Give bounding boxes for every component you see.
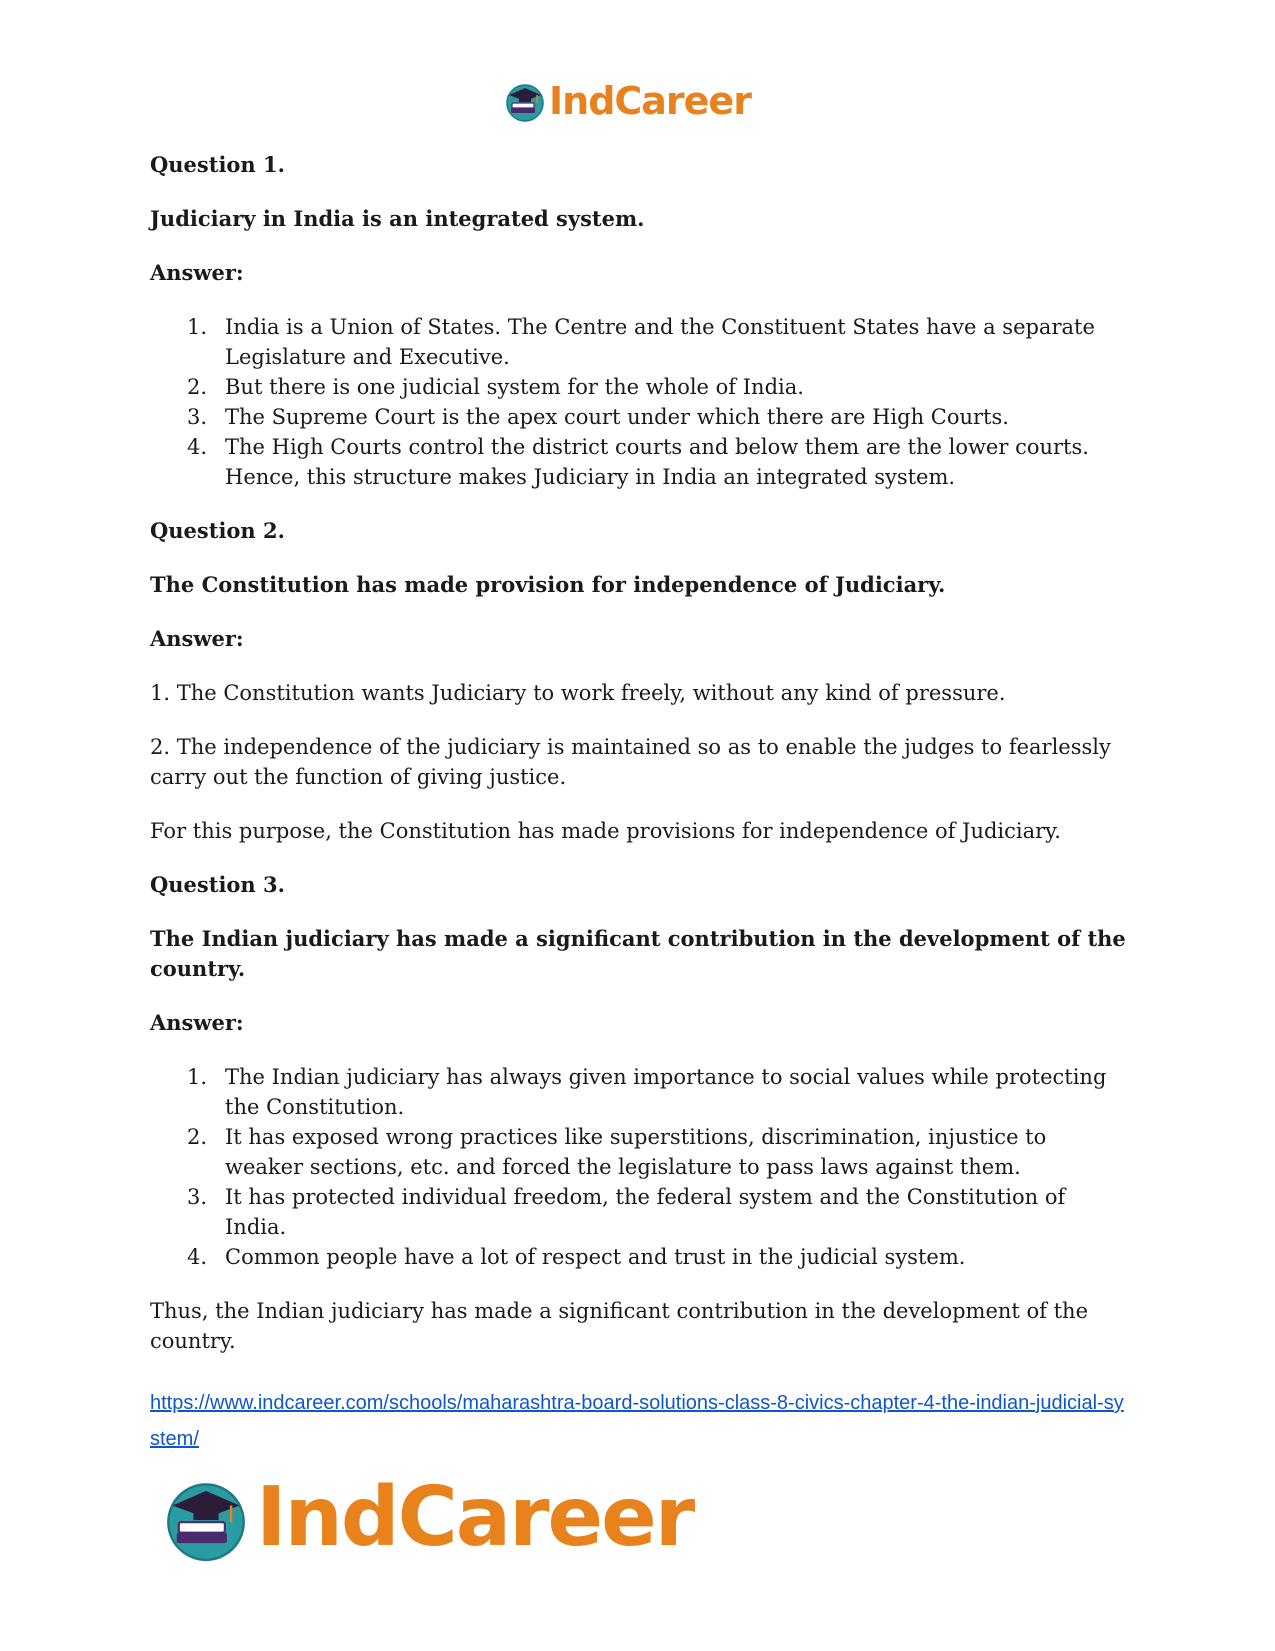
header-logo [503, 78, 751, 124]
list-text: The High Courts control the district courts and below them are the lower courts. Hence, this structure makes Judiciary in India an integrated system. [225, 435, 1089, 489]
question-3-conclusion: Thus, the Indian judiciary has made a significant contribution in the development of the country. [150, 1299, 1088, 1353]
question-1-answer-label: Answer: [150, 260, 244, 285]
list-item [150, 1182, 1130, 1242]
list-item [150, 432, 1130, 492]
list-number: 4. [187, 1245, 208, 1269]
question-3-answer-list [150, 1062, 1130, 1272]
footer-logo [160, 1470, 693, 1566]
list-text: The Supreme Court is the apex court under which there are High Courts. [225, 405, 1009, 429]
question-2-title: Question 2. [150, 518, 285, 543]
list-item [150, 372, 1130, 402]
brand-name: IndCareer [256, 1470, 694, 1565]
list-text: The Indian judiciary has always given importance to social values while protecting the Constitution. [225, 1065, 1107, 1119]
list-number: 4. [187, 435, 208, 459]
list-text: Common people have a lot of respect and trust in the judicial system. [225, 1245, 966, 1269]
question-1-statement: Judiciary in India is an integrated system. [150, 206, 645, 231]
list-number: 3. [187, 405, 208, 429]
document-body [150, 150, 1130, 1380]
list-number: 3. [187, 1185, 208, 1209]
brand-name: IndCareer [549, 79, 751, 123]
question-2-statement: The Constitution has made provision for independence of Judiciary. [150, 572, 946, 597]
question-3-statement: The Indian judiciary has made a significant contribution in the development of the country. [150, 926, 1126, 981]
question-1-title: Question 1. [150, 152, 285, 177]
question-3-title: Question 3. [150, 872, 285, 897]
list-number: 2. [187, 375, 208, 399]
question-1-answer-list [150, 312, 1130, 492]
question-2-answer-label: Answer: [150, 626, 244, 651]
question-2-paragraph-2: 2. The independence of the judiciary is maintained so as to enable the judges to fearlessly carry out the function of giving justice. [150, 735, 1111, 789]
list-item [150, 402, 1130, 432]
footer-link-block [150, 1385, 1130, 1457]
list-text: India is a Union of States. The Centre and the Constituent States have a separate Legislature and Executive. [225, 315, 1095, 369]
list-text: It has protected individual freedom, the federal system and the Constitution of India. [225, 1185, 1066, 1239]
list-number: 1. [187, 315, 208, 339]
question-3-answer-label: Answer: [150, 1010, 244, 1035]
question-2-paragraph-1: 1. The Constitution wants Judiciary to work freely, without any kind of pressure. [150, 681, 1006, 705]
graduation-book-icon [160, 1472, 252, 1564]
list-item [150, 1122, 1130, 1182]
list-text: But there is one judicial system for the whole of India. [225, 375, 804, 399]
list-item [150, 1062, 1130, 1122]
question-2-paragraph-3: For this purpose, the Constitution has made provisions for independence of Judiciary. [150, 819, 1061, 843]
list-item [150, 312, 1130, 372]
list-item [150, 1242, 1130, 1272]
list-text: It has exposed wrong practices like superstitions, discrimination, injustice to weaker sections, etc. and forced the legislature to pass laws against them. [225, 1125, 1047, 1179]
list-number: 2. [187, 1125, 208, 1149]
graduation-book-icon [503, 79, 547, 123]
list-number: 1. [187, 1065, 208, 1089]
source-link[interactable]: https://www.indcareer.com/schools/maharashtra-board-solutions-class-8-civics-chapter-4-the-indian-judicial-system/ [150, 1392, 1124, 1450]
